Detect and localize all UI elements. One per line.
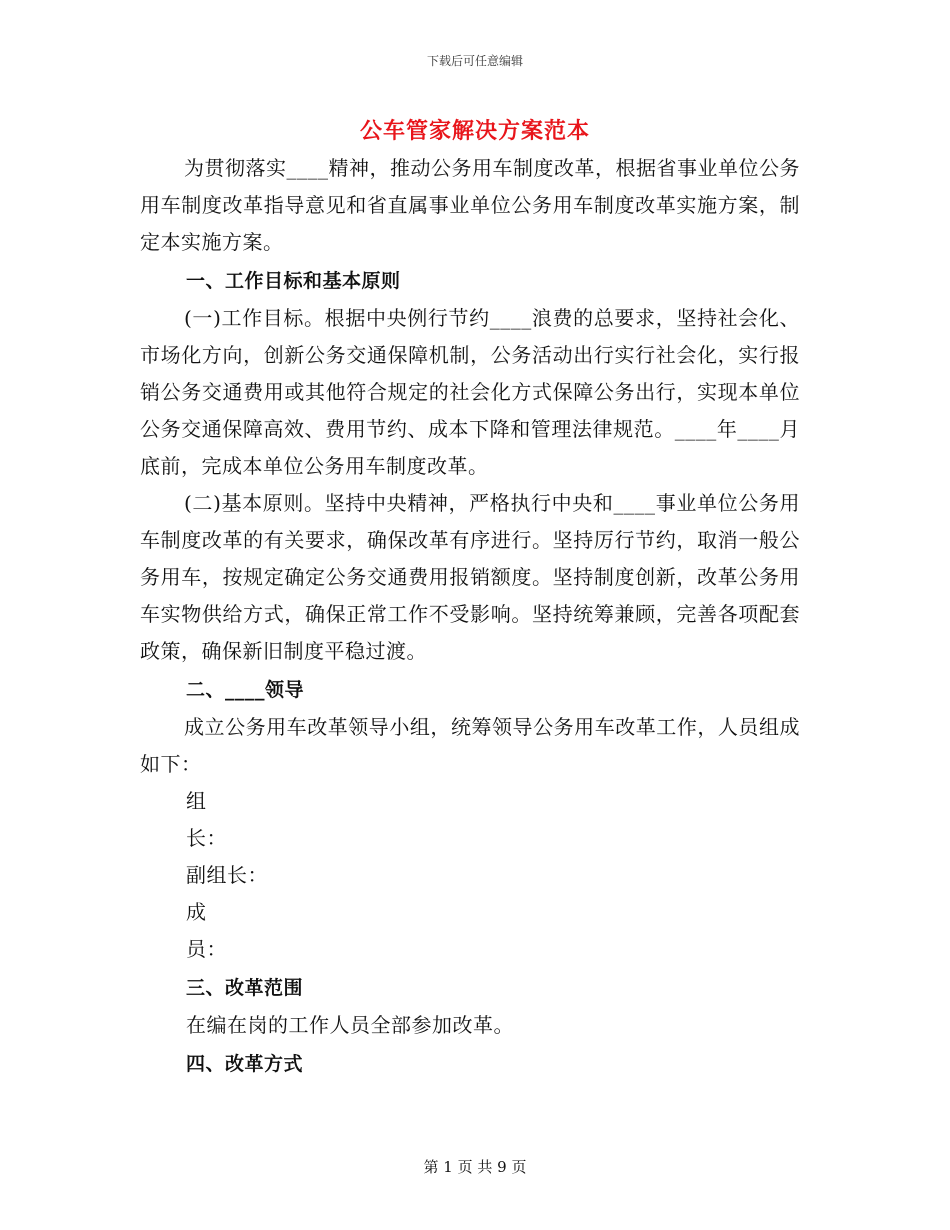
section2-heading: 二、____领导 [186, 679, 305, 701]
section4-heading: 四、改革方式 [186, 1053, 304, 1075]
page-header: 下载后可任意编辑 [426, 54, 523, 68]
leader-label-line1: 组 [186, 789, 207, 813]
leader-label-line2: 长： [186, 826, 227, 850]
section2-paragraph: 成立公务用车改革领导小组，统筹领导公务用车改革工作，人员组成如下： [140, 715, 800, 776]
section1-principle-paragraph: (二)基本原则。坚持中央精神，严格执行中央和____事业单位公务用车制度改革的有关要求，确保改革有序进行。坚持厉行节约，取消一般公务用车，按规定确定公务交通费用报销额度。坚持制度创新，改革公务用车实物供给方式，确保正常工作不受影响。坚持统筹兼顾，完善各项配套政策，确保新旧制度平稳过渡。 [140, 491, 800, 663]
intro-paragraph: 为贯彻落实____精神，推动公务用车制度改革，根据省事业单位公务用车制度改革指导意见和省直属事业单位公务用车制度改革实施方案，制定本实施方案。 [140, 156, 800, 254]
section3-paragraph: 在编在岗的工作人员全部参加改革。 [186, 1013, 514, 1037]
document-title: 公车管家解决方案范本 [359, 119, 590, 144]
section1-goal-paragraph: (一)工作目标。根据中央例行节约____浪费的总要求，坚持社会化、市场化方向，创新公务交通保障机制，公务活动出行实行社会化，实行报销公务交通费用或其他符合规定的社会化方式保障公务出行，实现本单位公务交通保障高效、费用节约、成本下降和管理法律规范。____年____月底前，完成本单位公务用车制度改革。 [140, 306, 800, 478]
vice-leader-label: 副组长： [186, 863, 268, 887]
document-body [140, 150, 800, 1083]
section1-heading: 一、工作目标和基本原则 [186, 270, 401, 292]
section3-heading: 三、改革范围 [186, 977, 304, 999]
page-footer: 第 1 页 共 9 页 [423, 1158, 527, 1176]
member-label-line2: 员： [186, 937, 227, 961]
member-label-line1: 成 [186, 900, 207, 924]
